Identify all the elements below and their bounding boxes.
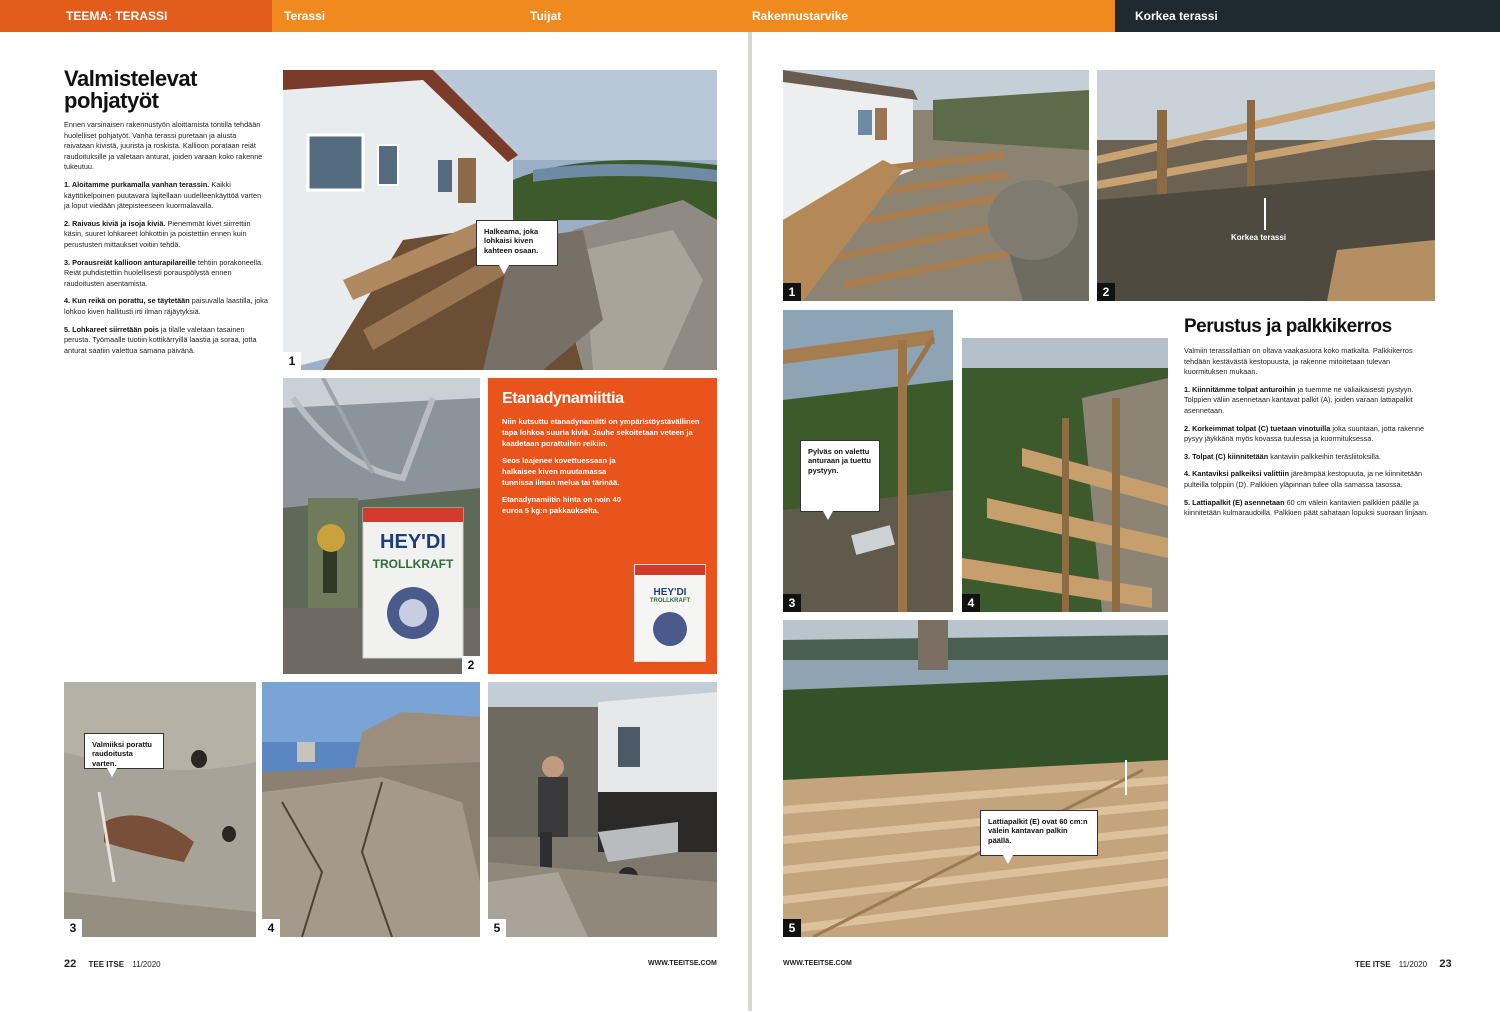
callout-post: Pylväs on valettu anturaan ja tuettu pystyyn. <box>800 440 880 512</box>
sidebar-box-price: Etanadynamiitin hinta on noin 40 euroa 5 kg:n pakkaukselta. <box>502 495 621 515</box>
title-line-2: pohjatyöt <box>64 88 159 113</box>
title-line-1: Valmistelevat <box>64 66 197 91</box>
left-step-1: 1. Aloitamme purkamalla vanhan terassin. Kaikki käyttökelpoinen puutavara lajitellaan uudelleenkäyttöä varten ja loput viedään jätepisteeseen kuormalavalla. <box>64 179 262 211</box>
left-article-title <box>64 68 274 112</box>
callout-joists: Lattiapalkit (E) ovat 60 cm:n välein kantavan palkin päällä. <box>980 810 1098 856</box>
magazine-name-right: TEE ITSE <box>1355 960 1391 969</box>
sidebar-box-etanadynamiitti <box>488 378 717 674</box>
magazine-name-left: TEE ITSE <box>88 960 125 969</box>
left-step-2: 2. Raivaus kiviä ja isoja kiviä. Pienemmät kivet siirrettiin käsin, suuret lohkareet lohkottiin ja poistettiin ennen kuin perustusten mittaukset voitiin tehdä. <box>64 218 251 249</box>
sidebar-product-image <box>634 564 706 662</box>
photo-drilled-holes <box>64 682 256 937</box>
nav-item-korkea-terassi[interactable]: Korkea terassi <box>1115 0 1500 32</box>
nav-item-teema[interactable]: TEEMA: TERASSI <box>0 0 272 32</box>
right-footer-url[interactable]: WWW.TEEITSE.COM <box>783 960 852 967</box>
issue-right: 11/2020 <box>1398 960 1428 969</box>
photo-number-badge: 1 <box>783 283 801 301</box>
sidebar-box-text <box>502 416 703 516</box>
product-mini-brand-2: TROLLKRAFT <box>649 598 691 604</box>
right-body-text <box>1184 346 1434 526</box>
left-footer <box>64 958 161 970</box>
right-step-1: 1. Kiinnitämme tolpat anturoihin ja tuemme ne väliaikaisesti pystyyn. Tolppien väliin asennetaan kantavat palkit (A), joiden varaan lattiapalkit asennetaan. <box>1184 384 1414 415</box>
page-number-right: 23 <box>1439 958 1452 970</box>
left-step-4: 4. Kun reikä on porattu, se täytetään paisuvalla laastilla, joka lohkoo kiven hallitusti irti ilman räjäytyksiä. <box>64 296 268 316</box>
callout-crack: Halkeama, joka lohkaisi kiven kahteen osaan. <box>476 220 558 266</box>
right-article-title: Perustus ja palkkikerros <box>1184 316 1392 337</box>
right-step-3: 3. Tolpat (C) kiinnitetään kantaviin palkkeihin teräsliitoksilla. <box>1184 451 1381 461</box>
sidebar-box-para-1: Niin kutsuttu etanadynamiitti on ympäristöystävällinen tapa lohkoa suuria kiviä. Jauhe sekoitetaan veteen ja kaadetaan porattuihin reikiin. <box>502 417 700 448</box>
photo-deck-frame <box>783 70 1089 301</box>
left-body-text <box>64 120 268 363</box>
photo-number-badge: 3 <box>64 919 82 937</box>
photo-number-badge: 2 <box>1097 283 1115 301</box>
section-nav <box>0 0 1500 32</box>
photo-number-badge: 2 <box>462 656 480 674</box>
photo-number-badge: 3 <box>783 594 801 612</box>
product-brand-bottom: TROLLKRAFT <box>372 557 454 571</box>
product-mini-brand: HEY'DI <box>653 587 687 598</box>
right-intro: Valmiin terassilattian on oltava vaakasuora koko matkalta. Palkkikerros tehdään kestävästä kestopuusta, ja rakenne mitoitetaan tulevan kuormituksen mukaan. <box>1184 346 1413 377</box>
callout-drilled: Valmiiksi porattu raudoitusta varten. <box>84 733 164 769</box>
sidebar-box-title: Etanadynamiittia <box>502 390 624 407</box>
left-intro: Ennen varsinaisen rakennustyön aloittamista tontilla tehdään huolelliset pohjatyöt. Vanha terassi puretaan ja alusta raivataan kivistä, juurista ja roskista. Kallioon porataan reiät raudoituksille ja valetaan anturat, joiden varaan koko rakenne tukeutuu. <box>64 120 263 172</box>
nav-item-tuijat[interactable]: Tuijat <box>518 0 740 32</box>
product-brand-top: HEY'DI <box>380 531 446 553</box>
right-step-4: 4. Kantaviksi palkeiksi valittiin järeämpää kestopuuta, ja ne kiinnitetään pulteilla tolppiin (D). Palkkien yläpinnan tulee olla samassa tasossa. <box>1184 469 1423 489</box>
left-step-5: 5. Lohkareet siirretään pois ja tilalle valetaan tasainen perusta. Työmaalle tuotiin kottikärryillä laastia ja soraa, jotta anturat saatiin valettua samana päivänä. <box>64 324 257 355</box>
nav-item-rakennustarvike[interactable]: Rakennustarvike <box>740 0 1115 32</box>
photo-label-korkea: Korkea terassi <box>1231 233 1287 242</box>
photo-floor-joists-view <box>783 620 1168 937</box>
photo-number-badge: 4 <box>262 919 280 937</box>
right-step-5: 5. Lattiapalkit (E) asennetaan 60 cm välein kantavien palkkien päälle ja kiinnitetään kulmaraudoilla. Palkkien päät sahataan lopuksi suoraan linjaan. <box>1184 497 1429 518</box>
page-number-left: 22 <box>64 958 77 970</box>
left-step-3: 3. Porausreiät kallioon anturapilareille tehtiin porakoneella. Reiät puhdistettiin huolellisesti porauspölystä ennen raudoitusten asentamista. <box>64 257 264 288</box>
photo-number-badge: 1 <box>283 352 301 370</box>
photo-wheelbarrow-product <box>283 378 480 674</box>
sidebar-box-para-2: Seos laajenee kovettuessaan ja halkaisee kiven muutamassa tunnissa ilman melua tai tärinää. <box>502 456 620 487</box>
photo-number-badge: 5 <box>783 919 801 937</box>
photo-number-badge: 4 <box>962 594 980 612</box>
photo-worker-wheelbarrow <box>488 682 717 937</box>
issue-left: 11/2020 <box>132 960 161 969</box>
nav-item-terassi[interactable]: Terassi <box>272 0 518 32</box>
photo-number-badge: 5 <box>488 919 506 937</box>
photo-split-rock <box>262 682 480 937</box>
photo-high-deck-posts <box>1097 70 1435 301</box>
right-step-2: 2. Korkeimmat tolpat (C) tuetaan vinotuilla joka suuntaan, jotta rakenne pysyy jäykkänä myös kovassa tuulessa ja kuormituksessa. <box>1184 423 1425 444</box>
photo-beams-closeup <box>962 338 1168 612</box>
left-footer-url[interactable]: WWW.TEEITSE.COM <box>648 960 717 967</box>
right-footer <box>1355 958 1452 970</box>
